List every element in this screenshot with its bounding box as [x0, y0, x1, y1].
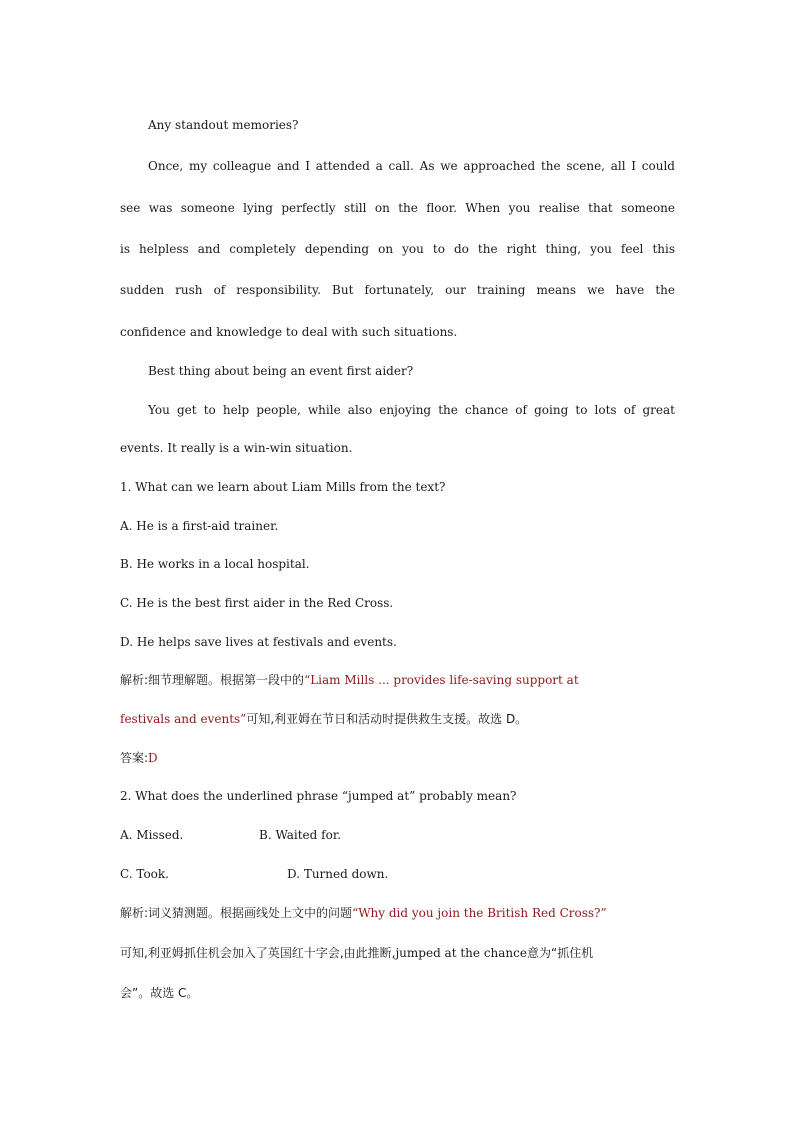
analysis-text: 可知,利亚姆抓住机会加入了英国红十字会,由此推断, [120, 946, 396, 960]
question-1-option-d: D. He helps save lives at festivals and events. [120, 635, 397, 649]
analysis-label: 解析: [120, 906, 149, 920]
document-page [120, 0, 675, 1123]
analysis-label: 解析: [120, 673, 149, 687]
question-1-option-b: B. He works in a local hospital. [120, 557, 310, 571]
interview-question-best-thing: Best thing about being an event first aider? [148, 364, 414, 378]
question-2-analysis-line-1 [120, 905, 607, 921]
question-2-analysis-line-2 [120, 945, 593, 961]
question-1-option-c: C. He is the best first aider in the Red Cross. [120, 596, 394, 610]
paragraph-memory-line-4: sudden rush of responsibility. But fortunately, our training means we have the [120, 283, 675, 297]
question-1-stem: 1. What can we learn about Liam Mills from the text? [120, 480, 446, 494]
answer-value: D [148, 751, 158, 765]
answer-label: 答案: [120, 751, 149, 765]
analysis-text: 细节理解题。根据第一段中的 [148, 673, 305, 687]
paragraph-memory-line-5: confidence and knowledge to deal with such situations. [120, 325, 458, 339]
analysis-text: 意为“抓住机 [526, 946, 594, 960]
paragraph-memory-line-1: Once, my colleague and I attended a call. As we approached the scene, all I could [148, 159, 675, 173]
analysis-quote: festivals and events” [120, 712, 247, 726]
paragraph-memory-line-2: see was someone lying perfectly still on the floor. When you realise that someone [120, 201, 675, 215]
interview-question-standout-memories: Any standout memories? [148, 118, 299, 132]
analysis-text: 可知,利亚姆在节日和活动时提供救生支援。故选 D。 [246, 712, 528, 726]
paragraph-memory-line-3: is helpless and completely depending on you to do the right thing, you feel this [120, 242, 675, 256]
analysis-text: 词义猜测题。根据画线处上文中的问题 [148, 906, 353, 920]
question-2-option-b: B. Waited for. [259, 828, 342, 842]
question-2-option-c: C. Took. [120, 867, 169, 881]
question-2-analysis-line-3: 会”。故选 C。 [120, 986, 199, 1000]
question-1-analysis-line-2 [120, 711, 527, 727]
paragraph-best-thing-line-2: events. It really is a win-win situation. [120, 441, 353, 455]
question-2-stem: 2. What does the underlined phrase “jumped at” probably mean? [120, 789, 517, 803]
question-1-analysis-line-1 [120, 672, 579, 688]
question-2-option-a: A. Missed. [120, 828, 184, 842]
analysis-quote: “Why did you join the British Red Cross?” [352, 906, 607, 920]
question-1-answer [120, 750, 158, 766]
question-2-option-d: D. Turned down. [287, 867, 389, 881]
analysis-phrase: jumped at the chance [395, 946, 527, 960]
paragraph-best-thing-line-1: You get to help people, while also enjoying the chance of going to lots of great [148, 403, 675, 417]
analysis-quote: “Liam Mills ... provides life-saving support at [304, 673, 579, 687]
question-1-option-a: A. He is a first-aid trainer. [120, 519, 279, 533]
